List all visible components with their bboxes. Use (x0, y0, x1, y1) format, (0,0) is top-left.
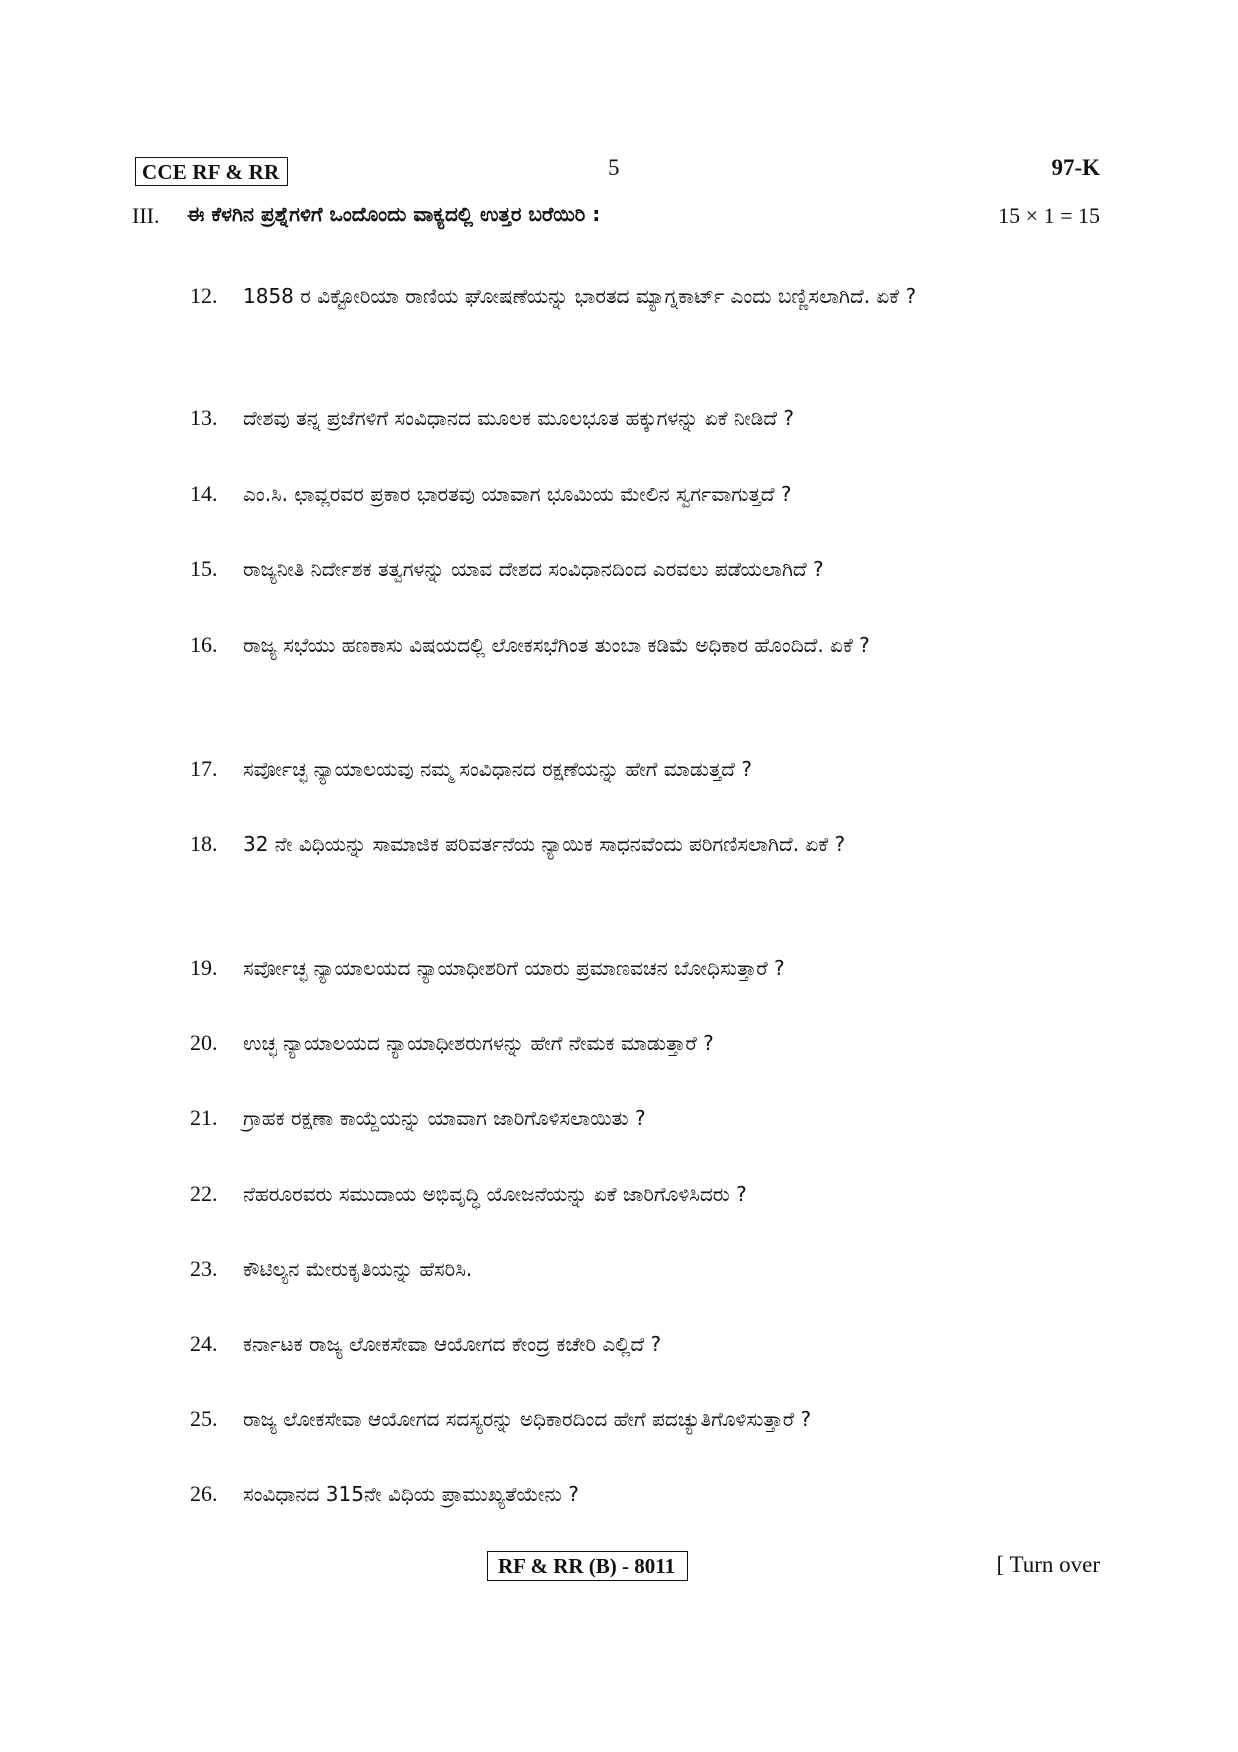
question-21 (190, 1092, 1100, 1144)
question-22 (190, 1168, 1100, 1220)
question-text: ಕೌಟಿಲ್ಯನ ಮೇರುಕೃತಿಯನ್ನು ಹೆಸರಿಸಿ. (243, 1257, 473, 1281)
question-number: 18. (190, 831, 218, 856)
question-number: 25. (190, 1406, 218, 1431)
question-text: ಎಂ.ಸಿ. ಛಾವ್ಲರವರ ಪ್ರಕಾರ ಭಾರತವು ಯಾವಾಗ ಭೂಮಿಯ ಮೇಲಿನ ಸ್ವರ್ಗವಾಗುತ್ತದೆ ? (243, 482, 792, 506)
question-25 (190, 1393, 1100, 1445)
question-26 (190, 1468, 1100, 1520)
question-text: ಸರ್ವೋಚ್ಛ ನ್ಯಾಯಾಲಯವು ನಮ್ಮ ಸಂವಿಧಾನದ ರಕ್ಷಣೆಯನ್ನು ಹೇಗೆ ಮಾಡುತ್ತದೆ ? (243, 757, 752, 781)
question-20 (190, 1017, 1100, 1069)
question-15 (190, 543, 1100, 595)
section-instruction: ಈ ಕೆಳಗಿನ ಪ್ರಶ್ನೆಗಳಿಗೆ ಒಂದೊಂದು ವಾಕ್ಯದಲ್ಲಿ ಉತ್ತರ ಬರೆಯಿರಿ : (187, 202, 601, 226)
footer-code-box: RF & RR (B) - 8011 (487, 1551, 688, 1581)
question-17 (190, 743, 1100, 795)
question-number: 17. (190, 756, 218, 781)
question-text: ರಾಜ್ಯನೀತಿ ನಿರ್ದೇಶಕ ತತ್ವಗಳನ್ನು ಯಾವ ದೇಶದ ಸಂವಿಧಾನದಿಂದ ಎರವಲು ಪಡೆಯಲಾಗಿದೆ ? (243, 557, 824, 581)
question-12 (190, 270, 1100, 322)
question-text: ಕರ್ನಾಟಕ ರಾಜ್ಯ ಲೋಕಸೇವಾ ಆಯೋಗದ ಕೇಂದ್ರ ಕಚೇರಿ ಎಲ್ಲಿದೆ ? (243, 1332, 662, 1356)
turn-over-note: [ Turn over (996, 1552, 1100, 1577)
question-number: 23. (190, 1256, 218, 1281)
question-number: 21. (190, 1105, 218, 1130)
question-text: ರಾಜ್ಯ ಸಭೆಯು ಹಣಕಾಸು ವಿಷಯದಲ್ಲಿ ಲೋಕಸಭೆಗಿಂತ ತುಂಬಾ ಕಡಿಮೆ ಅಧಿಕಾರ ಹೊಂದಿದೆ. ಏಕೆ ? (243, 633, 870, 657)
section-marks: 15 × 1 = 15 (998, 203, 1100, 228)
question-number: 22. (190, 1181, 218, 1206)
question-24 (190, 1318, 1100, 1370)
question-number: 12. (190, 283, 218, 308)
header-code-box: CCE RF & RR (135, 157, 288, 186)
question-text: ರಾಜ್ಯ ಲೋಕಸೇವಾ ಆಯೋಗದ ಸದಸ್ಯರನ್ನು ಅಧಿಕಾರದಿಂದ ಹೇಗೆ ಪದಚ್ಯುತಿಗೊಳಿಸುತ್ತಾರೆ ? (243, 1407, 812, 1431)
question-text: ನೆಹರೂರವರು ಸಮುದಾಯ ಅಭಿವೃದ್ಧಿ ಯೋಜನೆಯನ್ನು ಏಕೆ ಜಾರಿಗೊಳಿಸಿದರು ? (243, 1182, 747, 1206)
question-number: 20. (190, 1030, 218, 1055)
question-number: 24. (190, 1331, 218, 1356)
question-number: 26. (190, 1481, 218, 1506)
question-13 (190, 392, 1100, 444)
question-18 (190, 818, 1100, 870)
section-number: III. (132, 203, 160, 228)
question-16 (190, 619, 1100, 671)
question-number: 15. (190, 556, 218, 581)
question-number: 13. (190, 405, 218, 430)
question-text: ದೇಶವು ತನ್ನ ಪ್ರಜೆಗಳಿಗೆ ಸಂವಿಧಾನದ ಮೂಲಕ ಮೂಲಭೂತ ಹಕ್ಕುಗಳನ್ನು ಏಕೆ ನೀಡಿದೆ ? (243, 406, 795, 430)
question-23 (190, 1243, 1100, 1295)
question-text: ಸಂವಿಧಾನದ 315ನೇ ವಿಧಿಯ ಪ್ರಾಮುಖ್ಯತೆಯೇನು ? (243, 1482, 579, 1506)
question-number: 14. (190, 481, 218, 506)
question-text: ಸರ್ವೋಚ್ಛ ನ್ಯಾಯಾಲಯದ ನ್ಯಾಯಾಧೀಶರಿಗೆ ಯಾರು ಪ್ರಮಾಣವಚನ ಬೋಧಿಸುತ್ತಾರೆ ? (243, 956, 785, 980)
paper-code: 97-K (1051, 155, 1100, 180)
question-text: 1858 ರ ವಿಕ್ಟೋರಿಯಾ ರಾಣಿಯ ಘೋಷಣೆಯನ್ನು ಭಾರತದ ಮ್ಯಾಗ್ನಕಾರ್ಟ್ ಎಂದು ಬಣ್ಣಿಸಲಾಗಿದೆ. ಏಕೆ ? (243, 284, 917, 308)
page-number: 5 (608, 155, 620, 180)
section-header (132, 200, 1100, 234)
question-text: ಉಚ್ಛ ನ್ಯಾಯಾಲಯದ ನ್ಯಾಯಾಧೀಶರುಗಳನ್ನು ಹೇಗೆ ನೇಮಕ ಮಾಡುತ್ತಾರೆ ? (243, 1031, 714, 1055)
question-text: ಗ್ರಾಹಕ ರಕ್ಷಣಾ ಕಾಯ್ದೆಯನ್ನು ಯಾವಾಗ ಜಾರಿಗೊಳಿಸಲಾಯಿತು ? (243, 1106, 646, 1130)
question-text: 32 ನೇ ವಿಧಿಯನ್ನು ಸಾಮಾಜಿಕ ಪರಿವರ್ತನೆಯ ನ್ಯಾಯಿಕ ಸಾಧನವೆಂದು ಪರಿಗಣಿಸಲಾಗಿದೆ. ಏಕೆ ? (243, 832, 846, 856)
question-number: 19. (190, 955, 218, 980)
question-number: 16. (190, 632, 218, 657)
question-14 (190, 468, 1100, 520)
question-19 (190, 942, 1100, 994)
